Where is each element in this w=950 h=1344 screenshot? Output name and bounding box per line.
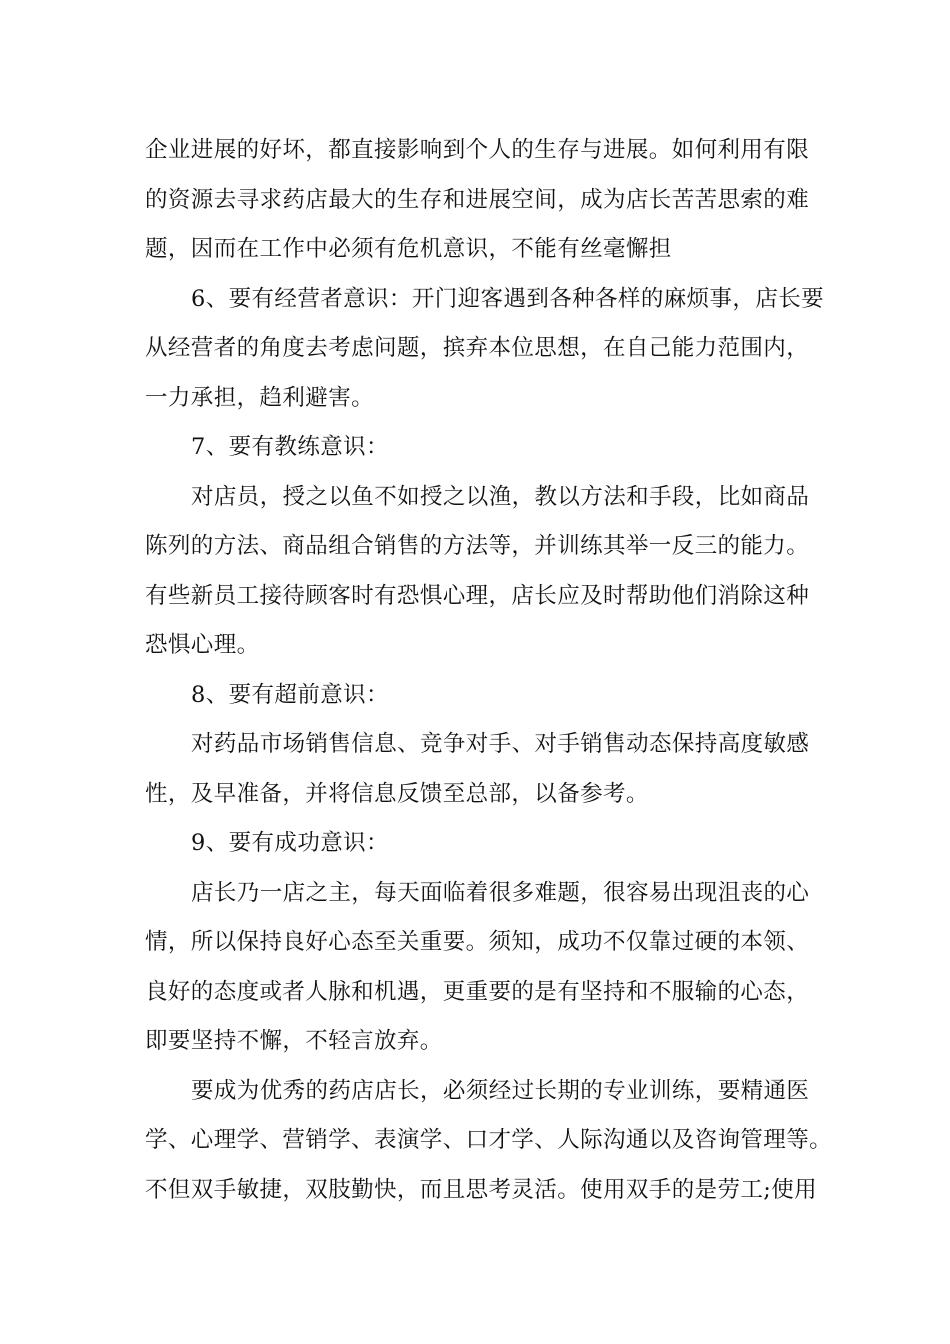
- text-line: 要成为优秀的药店店长，必须经过长期的专业训练，要精通医: [191, 1077, 810, 1104]
- text-line: 对店员，授之以鱼不如授之以渔，教以方法和手段，比如商品: [191, 483, 810, 510]
- text-line: 7、要有教练意识：: [191, 434, 389, 460]
- text-line: 9、要有成功意识：: [191, 830, 389, 856]
- text-line: 6、要有经营者意识：开门迎客遇到各种各样的麻烦事，店长要: [191, 285, 825, 312]
- text-line: 恐惧心理。: [145, 632, 260, 658]
- document-body: [145, 126, 833, 1215]
- text-line: 良好的态度或者人脉和机遇，更重要的是有坚持和不服输的心态，: [145, 978, 810, 1005]
- text-line: 从经营者的角度去考虑问题，摈弃本位思想，在自己能力范围内，: [145, 335, 810, 361]
- text-line: 性，及早准备，并将信息反馈至总部，以备参考。: [145, 780, 649, 807]
- text-line: 题，因而在工作中必须有危机意识，不能有丝毫懈担: [145, 236, 672, 262]
- text-line: 不但双手敏捷，双肢勤快，而且思考灵活。使用双手的是劳工;使用: [145, 1176, 818, 1203]
- text-line: 一力承担，趋利避害。: [145, 384, 375, 411]
- text-line: 情，所以保持良好心态至关重要。须知，成功不仅靠过硬的本领、: [145, 929, 810, 955]
- text-line: 企业进展的好坏，都直接影响到个人的生存与进展。如何利用有限: [145, 137, 810, 163]
- text-line: 的资源去寻求药店最大的生存和进展空间，成为店长苦苦思索的难: [145, 186, 810, 213]
- text-line: 即要坚持不懈，不轻言放弃。: [145, 1028, 443, 1054]
- text-line: 学、心理学、营销学、表演学、口才学、人际沟通以及咨询管理等。: [145, 1127, 833, 1153]
- text-line: 陈列的方法、商品组合销售的方法等，并训练其举一反三的能力。: [145, 533, 810, 559]
- text-line: 店长乃一店之主，每天面临着很多难题，很容易出现沮丧的心: [191, 879, 810, 906]
- text-line: 有些新员工接待顾客时有恐惧心理，店长应及时帮助他们消除这种: [145, 582, 810, 609]
- text-line: 对药品市场销售信息、竞争对手、对手销售动态保持高度敏感: [191, 731, 810, 757]
- text-line: 8、要有超前意识：: [191, 681, 389, 708]
